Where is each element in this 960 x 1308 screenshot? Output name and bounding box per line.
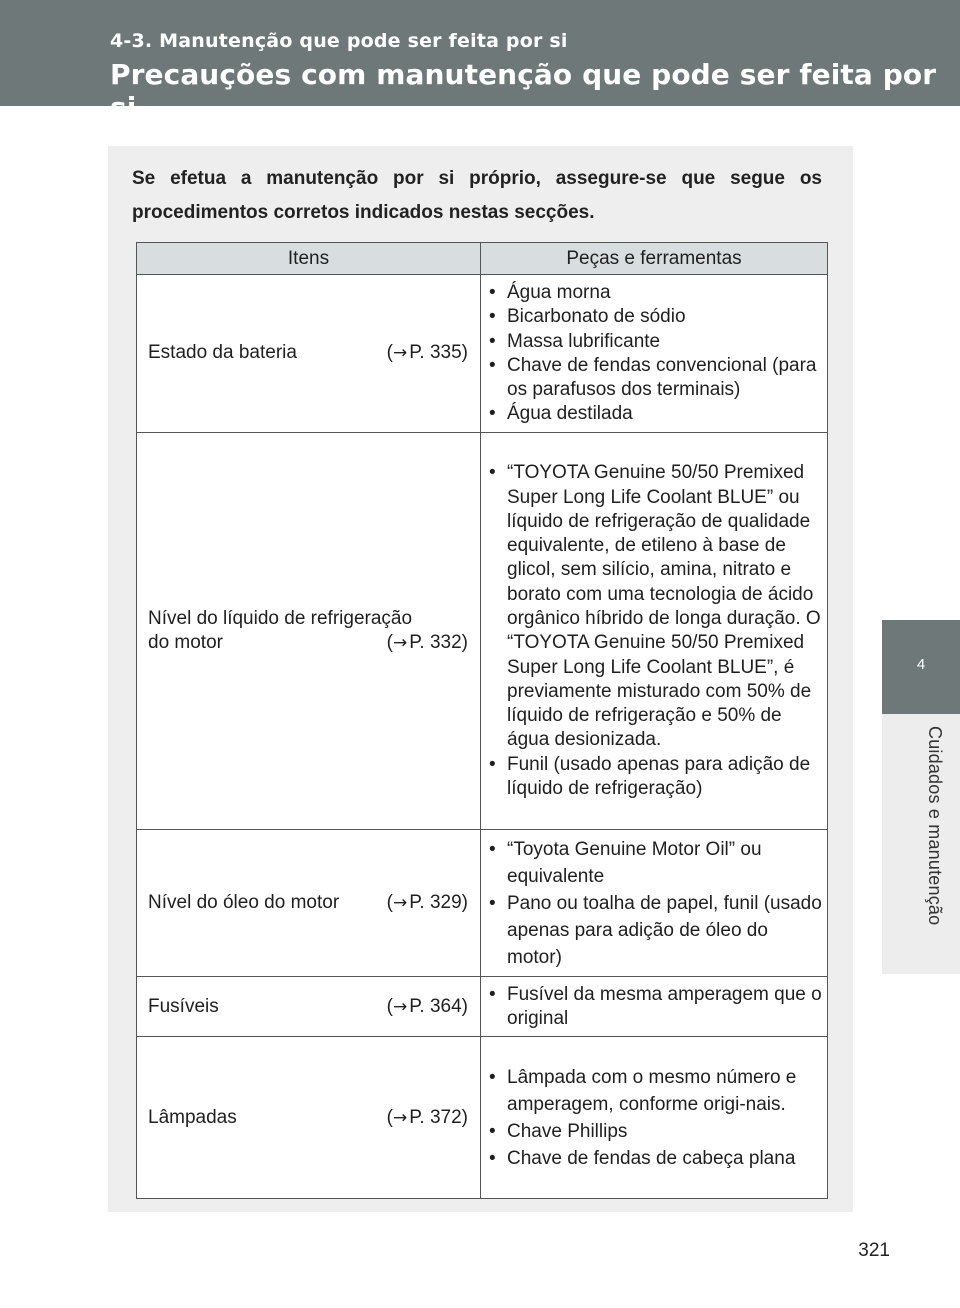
list-item: • Água morna [487, 281, 823, 305]
parts-cell [481, 275, 828, 433]
parts-list [487, 461, 823, 801]
parts-list [487, 983, 823, 1032]
table-row [137, 275, 828, 433]
parts-list [487, 1064, 823, 1172]
table-row [137, 829, 828, 976]
parts-list [487, 836, 823, 971]
item-name: Estado da bateria [148, 342, 297, 364]
parts-cell [481, 829, 828, 976]
page-reference: (→ P. 372) [386, 1106, 468, 1128]
list-item: • “TOYOTA Genuine 50/50 Premixed Super Long Life Coolant BLUE” ou líquido de refrigeração de qualidade equivalente, de etileno à base de glicol, sem silício, amina, nitrato e borato com uma tecnologia de ácido orgânico híbrido de longa duração. O “TOYOTA Genuine 50/50 Premixed Super Long Life Coolant BLUE”, é previamente misturado com 50% de líquido de refrigeração e 50% de água desionizada. [487, 461, 823, 753]
chapter-label-tab [882, 714, 960, 974]
item-cell [137, 829, 481, 976]
list-item: • “Toyota Genuine Motor Oil” ou equivalente [487, 836, 823, 890]
intro-paragraph: Se efetua a manutenção por si próprio, assegure-se que segue os procedimentos corretos indicados nestas secções. [132, 168, 822, 223]
table-row [137, 976, 828, 1037]
list-item: • Bicarbonato de sódio [487, 305, 823, 329]
item-cell [137, 432, 481, 829]
section-heading: 4-3. Manutenção que pode ser feita por si [110, 30, 568, 52]
column-header-parts: Peças e ferramentas [481, 243, 828, 275]
item-cell [137, 275, 481, 433]
parts-cell [481, 1037, 828, 1199]
maintenance-table [136, 242, 828, 1199]
arrow-right-icon: → [392, 1107, 408, 1128]
item-name: Nível do líquido de refrigeração [148, 607, 413, 629]
table-header-row [137, 243, 828, 275]
page-reference: (→ P. 332) [386, 631, 468, 653]
parts-list [487, 281, 823, 427]
item-name: Fusíveis [148, 995, 219, 1017]
parts-cell [481, 976, 828, 1037]
parts-cell [481, 432, 828, 829]
arrow-right-icon: → [392, 632, 408, 653]
arrow-right-icon: → [392, 996, 408, 1017]
chapter-tab [882, 620, 960, 714]
item-name: Lâmpadas [148, 1106, 237, 1128]
list-item: • Funil (usado apenas para adição de líquido de refrigeração) [487, 753, 823, 802]
list-item: • Fusível da mesma amperagem que o original [487, 983, 823, 1032]
item-cell [137, 1037, 481, 1199]
table-row [137, 432, 828, 829]
table-row [137, 1037, 828, 1199]
page-reference: (→ P. 329) [386, 891, 468, 913]
page-reference: (→ P. 335) [386, 342, 468, 364]
item-name-continued: do motor [148, 631, 223, 653]
page-title: Precauções com manutenção que pode ser feita por si [110, 58, 937, 124]
page-header [0, 0, 960, 124]
list-item: • Massa lubrificante [487, 330, 823, 354]
chapter-label: Cuidados e manutenção [925, 726, 945, 926]
list-item: • Lâmpada com o mesmo número e amperagem, conforme origi-nais. [487, 1064, 823, 1118]
list-item: • Pano ou toalha de papel, funil (usado apenas para adição de óleo do motor) [487, 890, 823, 971]
page-number: 321 [858, 1240, 890, 1261]
list-item: • Água destilada [487, 402, 823, 426]
list-item: • Chave de fendas convencional (para os parafusos dos terminais) [487, 354, 823, 403]
list-item: • Chave de fendas de cabeça plana [487, 1145, 823, 1172]
arrow-right-icon: → [392, 892, 408, 913]
item-name: Nível do óleo do motor [148, 891, 340, 913]
arrow-right-icon: → [392, 343, 408, 364]
chapter-number: 4 [916, 656, 926, 673]
page-reference: (→ P. 364) [386, 995, 468, 1017]
column-header-items: Itens [137, 243, 481, 275]
item-cell [137, 976, 481, 1037]
list-item: • Chave Phillips [487, 1118, 823, 1145]
